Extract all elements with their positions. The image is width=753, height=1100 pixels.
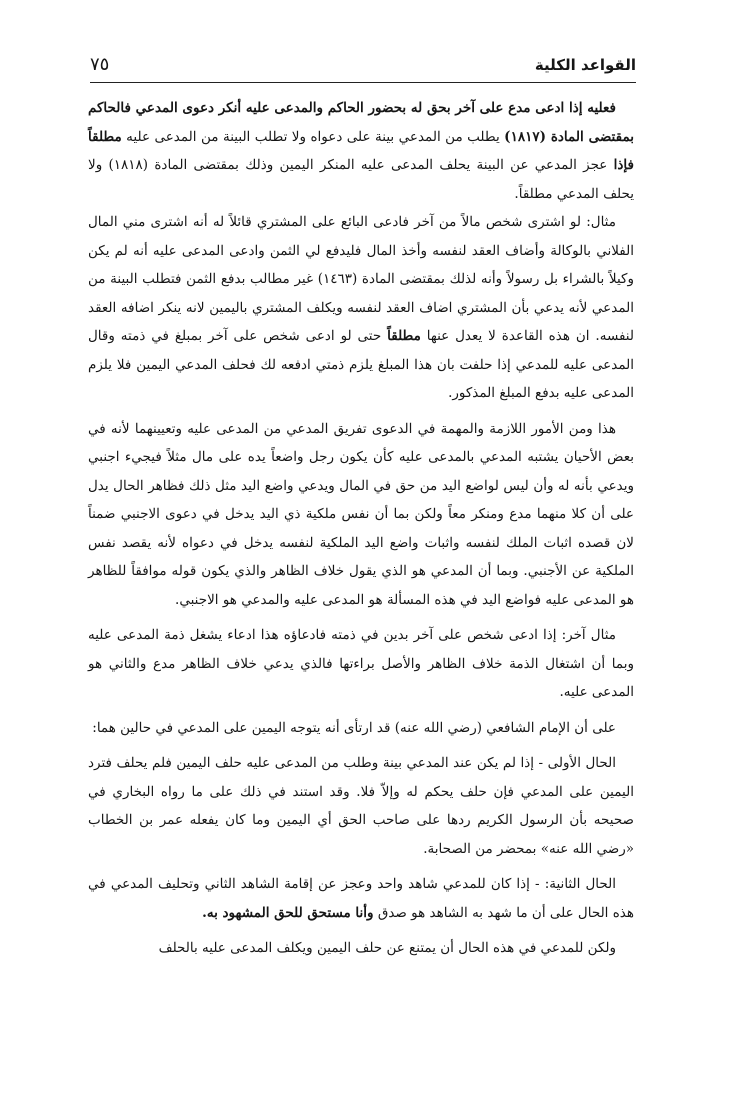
text-segment: مثال آخر: إذا ادعى شخص على آخر بدين في ذمته فادعاؤه هذا ادعاء يشغل ذمة المدعى عليه وبما أن اشتغال الذمة خلاف الظاهر والأصل براءتها فالذي يدعي خلاف الظاهر مدع والثاني هو المدعى عليه. (88, 627, 634, 700)
paragraph (88, 94, 634, 208)
text-segment: الحال الثانية: - إذا كان للمدعي شاهد واحد وعجز عن إقامة الشاهد الثاني وتحليف المدعي في هذه الحال على أن ما شهد به الشاهد هو صدق (88, 876, 634, 921)
text-segment: عجز المدعي عن البينة يحلف المدعى عليه المنكر اليمين وذلك بمقتضى المادة (١٨١٨) ولا يحلف المدعي مطلقاً. (88, 157, 634, 202)
paragraph (88, 749, 634, 863)
text-segment: الحال الأولى - إذا لم يكن عند المدعي بينة وطلب من المدعى عليه حلف اليمين فلم يحلف فترد اليمين على المدعي فإن حلف يحكم له وإلاّ فلا. وقد استند في ذلك على ما رواه البخاري في صحيحه بأن الرسول الكريم ردها على صاحب الحق أي اليمين وما كان يفعله عمر بن الخطاب «رضي الله عنه» بمحضر من الصحابة. (88, 755, 634, 857)
page-header (90, 52, 636, 83)
paragraph (88, 714, 634, 743)
text-segment: على أن الإمام الشافعي (رضي الله عنه) قد ارتأى أنه يتوجه اليمين على المدعي في حالين هما: (92, 719, 616, 736)
bold-text: مطلقاً فإذا (88, 128, 634, 173)
page-number: ٧٥ (90, 54, 110, 75)
text-segment: مثال: لو اشترى شخص مالاً من آخر فادعى البائع على المشتري قائلاً له أنه اشترى مني المال الفلاني بالوكالة وأضاف العقد لنفسه وأخذ المال فليدفع لي الثمن وادعى المدعى عليه أنه لم يكن وكيلاً بالشراء بل رسولاً وأنه لذلك بمقتضى المادة (١٤٦٣) غير مطالب بدفع الثمن فتطلب البينة من المدعي لأنه يدعي بأن المشتري اضاف العقد لنفسه ويكلف المشتري باليمين لانه ينكر اضافه العقد لنفسه. ان هذه القاعدة لا يعدل عنها (88, 214, 634, 344)
paragraph (88, 621, 634, 707)
text-segment: ولكن للمدعي في هذه الحال أن يمتنع عن حلف اليمين ويكلف المدعى عليه بالحلف (158, 940, 616, 956)
page-title: القواعد الكلية (534, 56, 636, 74)
page-body (88, 94, 634, 970)
paragraph (88, 934, 634, 963)
bold-text: وأنا مستحق للحق المشهود به. (202, 904, 374, 921)
paragraph (88, 870, 634, 927)
text-segment: حتى لو ادعى شخص على آخر بمبلغ في ذمته وقال المدعى عليه للمدعي إذا حلفت بان هذا المبلغ يلزم ذمتي ادفعه لك فحلف المدعي اليمين فلا يلزم المدعى عليه بدفع المبلغ المذكور. (88, 328, 634, 401)
text-segment: هذا ومن الأمور اللازمة والمهمة في الدعوى تفريق المدعي من المدعى عليه وتعيينهما لأنه في بعض الأحيان يشتبه المدعي بالمدعى عليه كأن يكون رجل واضعاً يده على مال مثلاً فيجيء اجنبي ويدعي بأنه له وأن ليس لواضع اليد من حق في المال ويدعي واضع اليد مثل ذلك فظاهر الحال يدل على أن كلا منهما مدع ومنكر معاً ولكن بما أن نفس ملكية ذي اليد يدخل في دعوى الاجنبي ضمناً لان قصده اثبات الملك لنفسه واثبات واضع اليد الملكية لنفسه يدخل في دعواه لأنه يقصد نفس الملكية عن الأجنبي. وبما أن المدعي هو الذي يقول خلاف الظاهر والذي يكون قوله موافقاً للظاهر هو المدعى عليه فواضع اليد في هذه المسألة هو المدعى عليه والمدعي هو الاجنبي. (88, 420, 634, 608)
bold-text: فعليه إذا ادعى مدع على آخر بحق له بحضور الحاكم والمدعى عليه أنكر دعوى المدعي فالحاكم بمقتضى المادة (١٨١٧) (88, 100, 635, 145)
bold-text: مطلقاً (387, 328, 421, 344)
paragraph (88, 208, 634, 408)
text-segment: يطلب من المدعي بينة على دعواه ولا تطلب البينة من المدعى عليه (121, 128, 505, 145)
paragraph (88, 415, 634, 615)
